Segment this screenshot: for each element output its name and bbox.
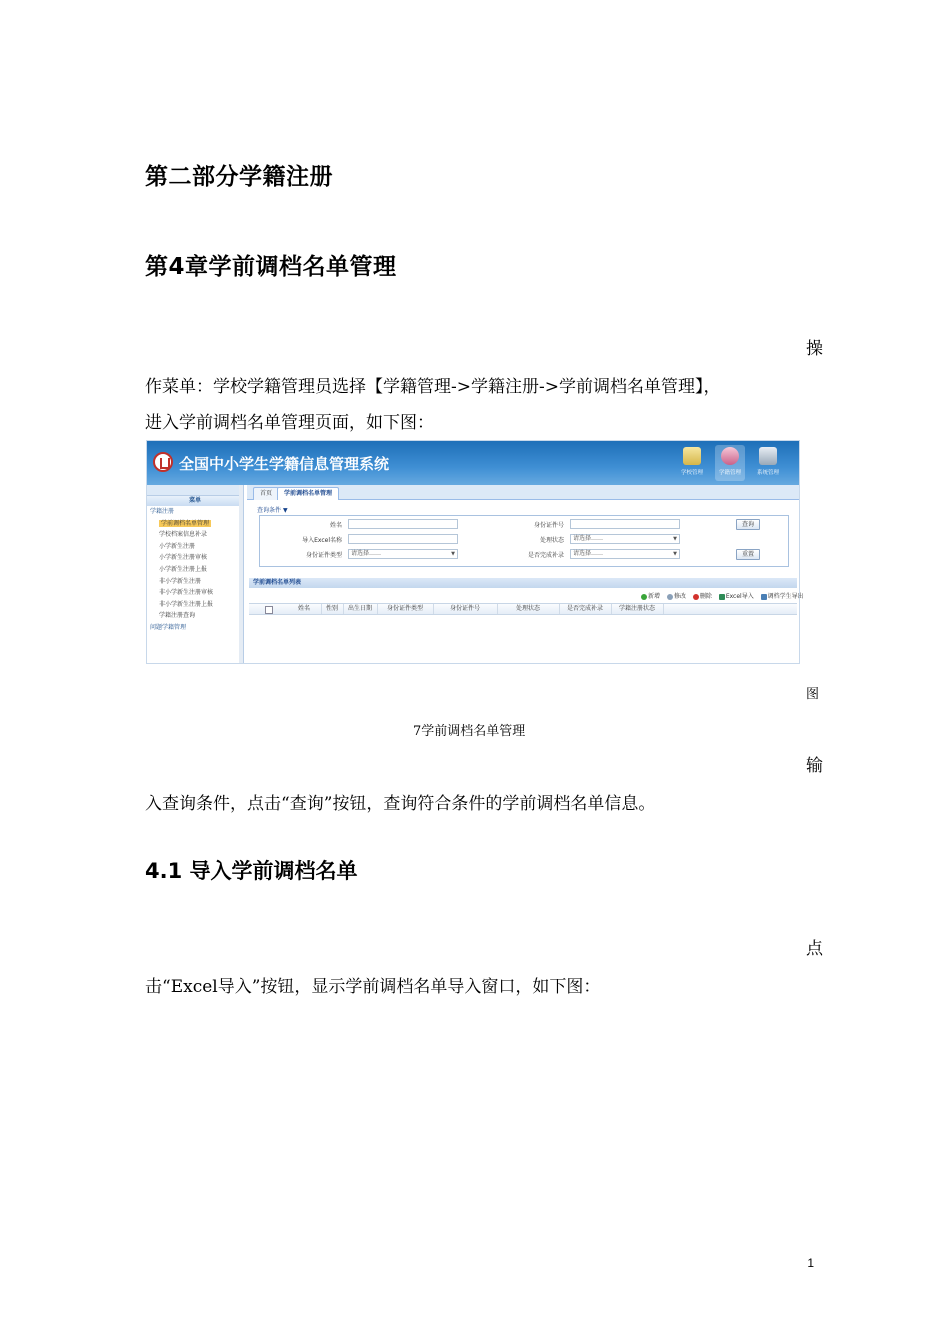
id-number-label: 身份证件号 (533, 522, 564, 529)
school-management-button[interactable] (677, 445, 707, 481)
query-form (259, 515, 789, 567)
school-management-label: 学校管理 (680, 470, 703, 476)
list-title: 学前调档名单列表 (249, 578, 797, 588)
id-number-input[interactable] (570, 519, 680, 529)
delete-icon (693, 594, 699, 600)
para3-line1: 点 (806, 939, 823, 959)
sidebar-item-label: 学前调档名单管理 (161, 519, 210, 527)
query-conditions-toggle[interactable] (257, 505, 288, 514)
sidebar-group-registration[interactable]: 学籍注册 (150, 508, 175, 515)
para1-line2: 作菜单：学校学籍管理员选择【学籍管理->学籍注册->学前调档名单管理】， (145, 377, 721, 397)
sidebar-item-pre-admission-list[interactable] (147, 518, 243, 530)
system-management-button[interactable] (753, 445, 783, 481)
status-label: 处理状态 (539, 537, 564, 544)
tab-home[interactable]: 首页 (253, 487, 279, 500)
status-select[interactable]: 请选择…… ▼ (570, 534, 680, 544)
select-all-checkbox[interactable] (265, 606, 273, 614)
column-header-birthdate[interactable]: 出生日期 (343, 604, 378, 614)
name-input[interactable] (348, 519, 458, 529)
page-number: 1 (807, 1256, 814, 1270)
system-header (147, 441, 799, 485)
export-button[interactable] (761, 591, 804, 600)
chevron-down-icon: ▼ (282, 507, 288, 514)
sidebar-item-primary-new-registration[interactable]: 小学新生注册 (159, 542, 196, 550)
settings-icon (759, 447, 777, 465)
tab-pre-admission-list[interactable]: 学前调档名单管理 (277, 487, 339, 500)
export-icon (761, 594, 767, 600)
para1-line3: 进入学前调档名单管理页面，如下图： (145, 413, 434, 433)
para2-line2: 入查询条件，点击“查询”按钮，查询符合条件的学前调档名单信息。 (145, 794, 656, 814)
system-management-label: 系统管理 (756, 470, 779, 476)
section-title: 4.1 导入学前调档名单 (145, 859, 358, 883)
sidebar-group-problem-registry[interactable]: 问题学籍管理 (150, 623, 187, 631)
student-icon (721, 447, 739, 465)
add-button[interactable] (641, 591, 660, 600)
sidebar-item-primary-registration-review[interactable]: 小学新生注册审核 (159, 554, 208, 562)
school-icon (683, 447, 701, 465)
delete-button[interactable] (693, 591, 712, 600)
sidebar-item-nonprimary-review[interactable]: 非小学新生注册审核 (159, 589, 214, 597)
sidebar-item-registration-query[interactable]: 学籍注册查询 (159, 612, 196, 620)
system-screenshot (146, 440, 804, 664)
sidebar-item-school-record-supplement[interactable]: 学校档案信息补录 (159, 531, 208, 539)
column-header-id-number[interactable]: 身份证件号 (433, 604, 498, 614)
search-button[interactable]: 查询 (736, 519, 760, 530)
figure-caption: 7学前调档名单管理 (413, 724, 526, 739)
sidebar-menu-header: 菜单 (147, 496, 243, 506)
supplement-label: 是否完成补录 (527, 552, 564, 559)
sidebar-collapse-bar[interactable] (147, 485, 243, 496)
edit-label: 修改 (673, 593, 686, 600)
column-header-registration-status[interactable]: 学籍注册状态 (611, 604, 664, 614)
registry-management-button[interactable] (715, 445, 745, 481)
id-type-label: 身份证件类型 (305, 552, 342, 559)
registry-management-label: 学籍管理 (718, 470, 741, 476)
sidebar-item-nonprimary-registration[interactable]: 非小学新生注册 (159, 577, 202, 585)
excel-name-input[interactable] (348, 534, 458, 544)
para1-line1: 操 (806, 339, 823, 359)
excel-import-button[interactable] (719, 591, 754, 600)
column-header-status[interactable]: 处理状态 (497, 604, 560, 614)
reset-button[interactable]: 重置 (736, 549, 760, 560)
emblem-icon (153, 452, 173, 472)
excel-import-label: Excel导入 (725, 593, 754, 600)
para3-line2: 击“Excel导入”按钮，显示学前调档名单导入窗口，如下图： (145, 977, 601, 997)
export-label: 调档学生导出 (767, 593, 804, 600)
sidebar-item-primary-registration-report[interactable]: 小学新生注册上报 (159, 565, 208, 573)
edit-button[interactable] (667, 591, 686, 600)
tab-bar (247, 485, 799, 500)
caption-prefix: 图 (806, 687, 820, 702)
list-toolbar (641, 591, 809, 600)
column-header-supplement[interactable]: 是否完成补录 (559, 604, 612, 614)
delete-label: 删除 (699, 593, 712, 600)
part-title: 第二部分学籍注册 (145, 164, 333, 190)
sidebar-item-nonprimary-report[interactable]: 非小学新生注册上报 (159, 600, 214, 608)
name-label: 姓名 (329, 522, 342, 529)
left-sidebar (147, 485, 244, 663)
add-label: 新增 (648, 593, 661, 600)
edit-icon (667, 594, 673, 600)
para2-line1: 输 (806, 756, 823, 776)
sidebar-scrollbar[interactable] (239, 485, 243, 663)
system-title: 全国中小学生学籍信息管理系统 (179, 455, 390, 473)
id-type-select[interactable]: 请选择…… ▼ (348, 549, 458, 559)
excel-name-label: 导入Excel名称 (302, 537, 342, 544)
grid-header (249, 603, 797, 615)
add-icon (641, 594, 647, 600)
excel-icon (719, 594, 725, 600)
column-header-id-type[interactable]: 身份证件类型 (377, 604, 434, 614)
supplement-select[interactable]: 请选择…… ▼ (570, 549, 680, 559)
chapter-title: 第4章学前调档名单管理 (145, 254, 397, 280)
query-title: 查询条件 (257, 507, 282, 514)
column-header-name[interactable]: 姓名 (287, 604, 322, 614)
column-header-gender[interactable]: 性别 (321, 604, 344, 614)
main-panel (247, 485, 804, 663)
